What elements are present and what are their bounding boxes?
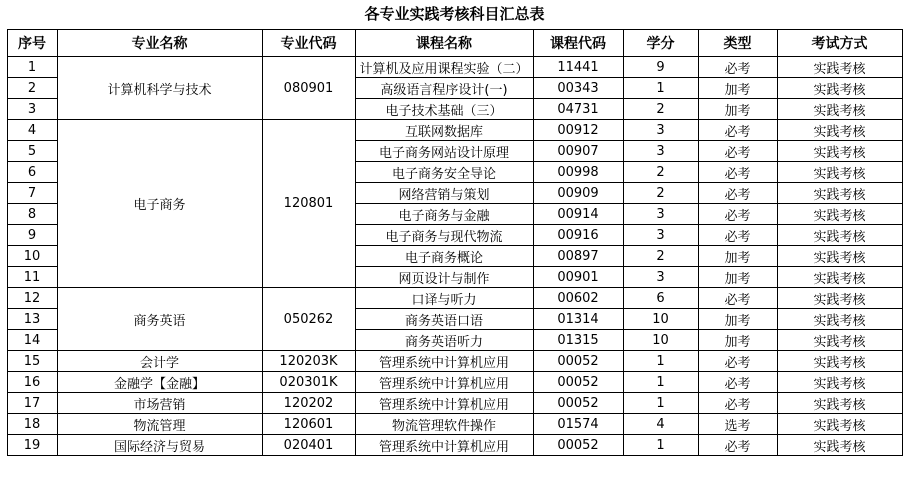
major-code-cell: 120203K — [262, 351, 355, 372]
seq-cell: 13 — [7, 309, 57, 330]
table-row — [7, 372, 902, 393]
course-name-cell: 商务英语口语 — [355, 309, 533, 330]
credits-cell: 3 — [623, 225, 698, 246]
col-header-type: 类型 — [698, 30, 777, 57]
exam-method-cell: 实践考核 — [777, 162, 902, 183]
seq-cell: 2 — [7, 78, 57, 99]
credits-cell: 1 — [623, 435, 698, 456]
col-header-major: 专业名称 — [57, 30, 262, 57]
course-name-cell: 管理系统中计算机应用 — [355, 372, 533, 393]
type-cell: 必考 — [698, 435, 777, 456]
type-cell: 必考 — [698, 204, 777, 225]
type-cell: 必考 — [698, 183, 777, 204]
seq-cell: 17 — [7, 393, 57, 414]
type-cell: 加考 — [698, 78, 777, 99]
exam-method-cell: 实践考核 — [777, 225, 902, 246]
type-cell: 必考 — [698, 372, 777, 393]
table-row — [7, 288, 902, 309]
seq-cell: 15 — [7, 351, 57, 372]
course-name-cell: 网络营销与策划 — [355, 183, 533, 204]
seq-cell: 9 — [7, 225, 57, 246]
major-name-cell: 会计学 — [57, 351, 262, 372]
exam-method-cell: 实践考核 — [777, 351, 902, 372]
credits-cell: 9 — [623, 57, 698, 78]
seq-cell: 6 — [7, 162, 57, 183]
credits-cell: 2 — [623, 99, 698, 120]
course-code-cell: 00901 — [533, 267, 623, 288]
exam-method-cell: 实践考核 — [777, 57, 902, 78]
course-name-cell: 电子商务安全导论 — [355, 162, 533, 183]
major-code-cell: 050262 — [262, 288, 355, 351]
exam-method-cell: 实践考核 — [777, 246, 902, 267]
credits-cell: 1 — [623, 372, 698, 393]
major-name-cell: 市场营销 — [57, 393, 262, 414]
major-code-cell: 120601 — [262, 414, 355, 435]
exam-method-cell: 实践考核 — [777, 393, 902, 414]
type-cell: 加考 — [698, 309, 777, 330]
course-code-cell: 00052 — [533, 435, 623, 456]
type-cell: 必考 — [698, 225, 777, 246]
exam-method-cell: 实践考核 — [777, 141, 902, 162]
course-code-cell: 00052 — [533, 393, 623, 414]
major-name-cell: 电子商务 — [57, 120, 262, 288]
major-code-cell: 120801 — [262, 120, 355, 288]
course-code-cell: 01574 — [533, 414, 623, 435]
exam-method-cell: 实践考核 — [777, 183, 902, 204]
course-name-cell: 管理系统中计算机应用 — [355, 435, 533, 456]
course-code-cell: 00052 — [533, 351, 623, 372]
seq-cell: 7 — [7, 183, 57, 204]
col-header-method: 考试方式 — [777, 30, 902, 57]
course-name-cell: 互联网数据库 — [355, 120, 533, 141]
seq-cell: 11 — [7, 267, 57, 288]
exam-method-cell: 实践考核 — [777, 372, 902, 393]
credits-cell: 6 — [623, 288, 698, 309]
table-row — [7, 57, 902, 78]
exam-method-cell: 实践考核 — [777, 330, 902, 351]
type-cell: 选考 — [698, 414, 777, 435]
seq-cell: 12 — [7, 288, 57, 309]
course-name-cell: 物流管理软件操作 — [355, 414, 533, 435]
major-code-cell: 020301K — [262, 372, 355, 393]
major-name-cell: 计算机科学与技术 — [57, 57, 262, 120]
course-code-cell: 00916 — [533, 225, 623, 246]
seq-cell: 3 — [7, 99, 57, 120]
exam-method-cell: 实践考核 — [777, 78, 902, 99]
major-code-cell: 020401 — [262, 435, 355, 456]
col-header-seq: 序号 — [7, 30, 57, 57]
exam-method-cell: 实践考核 — [777, 267, 902, 288]
course-code-cell: 00998 — [533, 162, 623, 183]
seq-cell: 19 — [7, 435, 57, 456]
seq-cell: 10 — [7, 246, 57, 267]
table-row — [7, 351, 902, 372]
course-name-cell: 电子商务与现代物流 — [355, 225, 533, 246]
credits-cell: 3 — [623, 267, 698, 288]
course-code-cell: 00907 — [533, 141, 623, 162]
course-name-cell: 商务英语听力 — [355, 330, 533, 351]
course-code-cell: 00602 — [533, 288, 623, 309]
type-cell: 必考 — [698, 288, 777, 309]
col-header-credits: 学分 — [623, 30, 698, 57]
exam-method-cell: 实践考核 — [777, 309, 902, 330]
credits-cell: 1 — [623, 351, 698, 372]
course-code-cell: 00343 — [533, 78, 623, 99]
exam-method-cell: 实践考核 — [777, 99, 902, 120]
course-name-cell: 电子技术基础（三） — [355, 99, 533, 120]
exam-method-cell: 实践考核 — [777, 204, 902, 225]
course-code-cell: 00909 — [533, 183, 623, 204]
credits-cell: 1 — [623, 393, 698, 414]
type-cell: 加考 — [698, 330, 777, 351]
course-name-cell: 口译与听力 — [355, 288, 533, 309]
col-header-course-code: 课程代码 — [533, 30, 623, 57]
major-name-cell: 金融学【金融】 — [57, 372, 262, 393]
course-name-cell: 电子商务与金融 — [355, 204, 533, 225]
type-cell: 加考 — [698, 246, 777, 267]
course-name-cell: 高级语言程序设计(一) — [355, 78, 533, 99]
exam-method-cell: 实践考核 — [777, 120, 902, 141]
credits-cell: 2 — [623, 162, 698, 183]
seq-cell: 14 — [7, 330, 57, 351]
credits-cell: 2 — [623, 246, 698, 267]
table-row — [7, 435, 902, 456]
type-cell: 加考 — [698, 267, 777, 288]
type-cell: 必考 — [698, 393, 777, 414]
course-code-cell: 00912 — [533, 120, 623, 141]
course-code-cell: 04731 — [533, 99, 623, 120]
credits-cell: 3 — [623, 120, 698, 141]
page-title: 各专业实践考核科目汇总表 — [364, 5, 545, 23]
header-row — [7, 30, 902, 57]
exam-method-cell: 实践考核 — [777, 435, 902, 456]
type-cell: 必考 — [698, 141, 777, 162]
course-code-cell: 01315 — [533, 330, 623, 351]
table-row — [7, 414, 902, 435]
course-code-cell: 00897 — [533, 246, 623, 267]
type-cell: 加考 — [698, 99, 777, 120]
seq-cell: 8 — [7, 204, 57, 225]
exam-method-cell: 实践考核 — [777, 414, 902, 435]
col-header-course: 课程名称 — [355, 30, 533, 57]
credits-cell: 10 — [623, 330, 698, 351]
credits-cell: 3 — [623, 204, 698, 225]
seq-cell: 5 — [7, 141, 57, 162]
seq-cell: 18 — [7, 414, 57, 435]
practical-assessment-table — [7, 29, 903, 456]
course-name-cell: 管理系统中计算机应用 — [355, 393, 533, 414]
seq-cell: 4 — [7, 120, 57, 141]
course-code-cell: 00914 — [533, 204, 623, 225]
course-name-cell: 电子商务网站设计原理 — [355, 141, 533, 162]
credits-cell: 3 — [623, 141, 698, 162]
course-code-cell: 00052 — [533, 372, 623, 393]
table-row — [7, 120, 902, 141]
table-row — [7, 393, 902, 414]
credits-cell: 10 — [623, 309, 698, 330]
major-name-cell: 商务英语 — [57, 288, 262, 351]
major-name-cell: 物流管理 — [57, 414, 262, 435]
credits-cell: 1 — [623, 78, 698, 99]
type-cell: 必考 — [698, 57, 777, 78]
exam-method-cell: 实践考核 — [777, 288, 902, 309]
type-cell: 必考 — [698, 120, 777, 141]
course-name-cell: 网页设计与制作 — [355, 267, 533, 288]
major-code-cell: 120202 — [262, 393, 355, 414]
major-code-cell: 080901 — [262, 57, 355, 120]
course-name-cell: 管理系统中计算机应用 — [355, 351, 533, 372]
course-code-cell: 01314 — [533, 309, 623, 330]
course-name-cell: 计算机及应用课程实验（二） — [355, 57, 533, 78]
type-cell: 必考 — [698, 162, 777, 183]
course-name-cell: 电子商务概论 — [355, 246, 533, 267]
major-name-cell: 国际经济与贸易 — [57, 435, 262, 456]
credits-cell: 2 — [623, 183, 698, 204]
credits-cell: 4 — [623, 414, 698, 435]
type-cell: 必考 — [698, 351, 777, 372]
course-code-cell: 11441 — [533, 57, 623, 78]
col-header-major-code: 专业代码 — [262, 30, 355, 57]
seq-cell: 16 — [7, 372, 57, 393]
seq-cell: 1 — [7, 57, 57, 78]
